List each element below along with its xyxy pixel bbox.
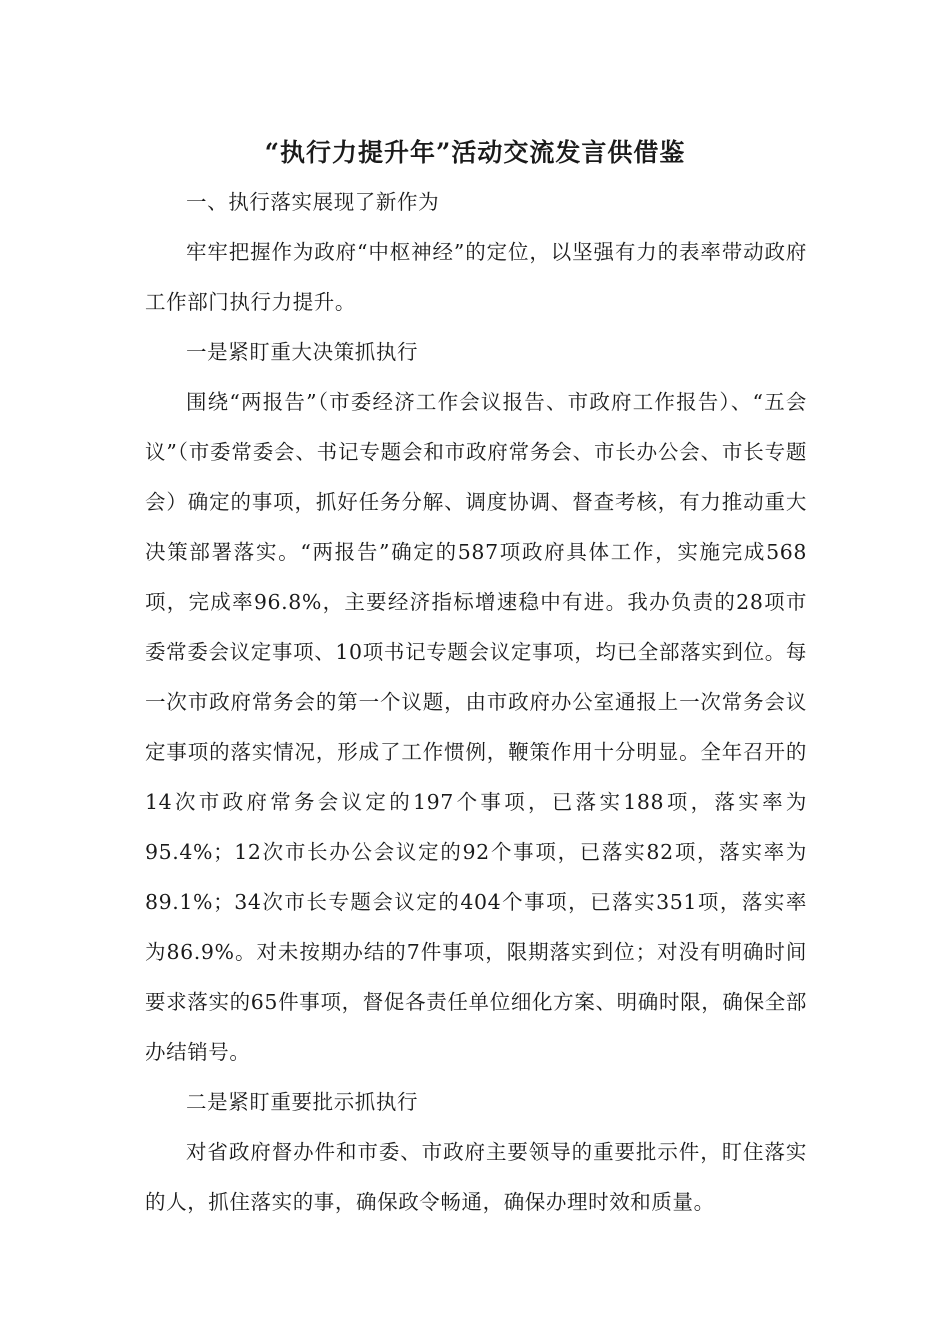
section-heading: 一、执行落实展现了新作为 bbox=[186, 190, 440, 214]
document-body bbox=[145, 177, 807, 1227]
section-heading: 二是紧盯重要批示抓执行 bbox=[186, 1090, 419, 1114]
body-paragraph: 对省政府督办件和市委、市政府主要领导的重要批示件，盯住落实的人，抓住落实的事，确保政令畅通，确保办理时效和质量。 bbox=[145, 1140, 807, 1214]
section-heading: 一是紧盯重大决策抓执行 bbox=[186, 340, 419, 364]
body-paragraph: 牢牢把握作为政府“中枢神经”的定位，以坚强有力的表率带动政府工作部门执行力提升。 bbox=[145, 240, 807, 314]
document-title: “执行力提升年”活动交流发言供借鉴 bbox=[264, 138, 686, 167]
body-paragraph: 围绕“两报告”（市委经济工作会议报告、市政府工作报告）、“五会议”（市委常委会、书记专题会和市政府常务会、市长办公会、市长专题会）确定的事项，抓好任务分解、调度协调、督查考核，有力推动重大决策部署落实。“两报告”确定的587项政府具体工作，实施完成568项，完成率96.8%，主要经济指标增速稳中有进。我办负责的28项市委常委会议定事项、10项书记专题会议定事项，均已全部落实到位。每一次市政府常务会的第一个议题，由市政府办公室通报上一次常务会议定事项的落实情况，形成了工作惯例，鞭策作用十分明显。全年召开的14次市政府常务会议定的197个事项，已落实188项，落实率为95.4%；12次市长办公会议定的92个事项，已落实82项，落实率为89.1%；34次市长专题会议定的404个事项，已落实351项，落实率为86.9%。对未按期办结的7件事项，限期落实到位；对没有明确时间要求落实的65件事项，督促各责任单位细化方案、明确时限，确保全部办结销号。 bbox=[145, 390, 807, 1064]
